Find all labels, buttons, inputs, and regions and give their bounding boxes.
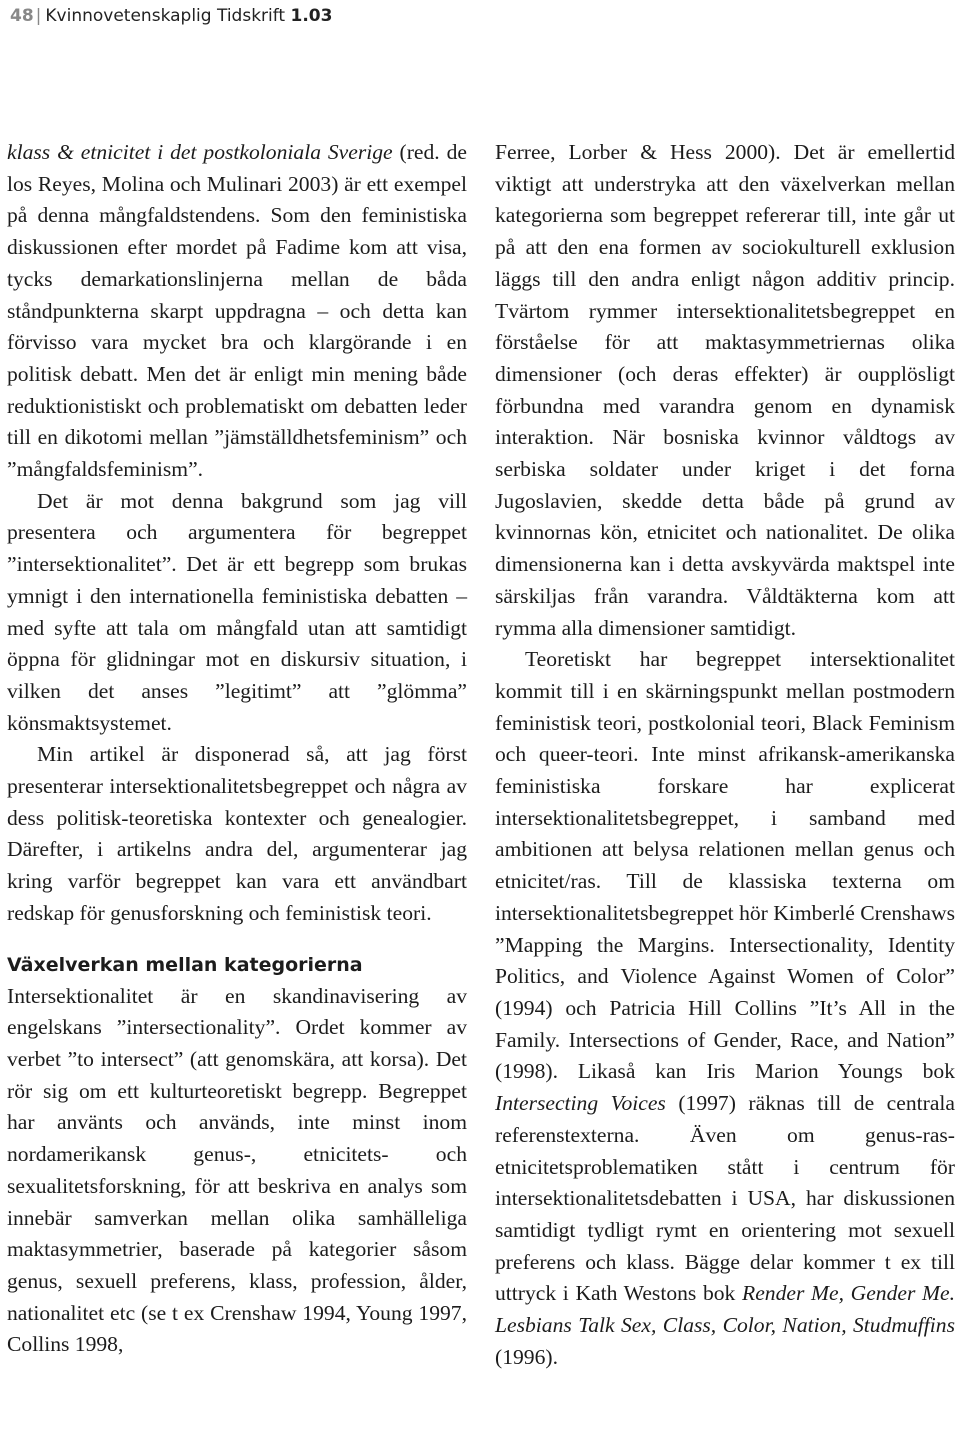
right-column (495, 137, 955, 1373)
paragraph-text: Teoretiskt har begreppet intersektionalitet kommit till i en skärningspunkt mellan postmodern feministisk teori, postkolonial teori, Black Feminism och queer-teori. Inte minst afrikansk-amerikanska feministiska forskare har explicerat intersektionalitetsbegreppet, i samband med ambitionen att belysa relationen mellan genus och etnicitet/ras. Till de klassiska texterna om intersektionalitetsbegreppet hör Kimberlé Crenshaws ”Mapping the Margins. Intersectionality, Identity Politics, and Violence Against Women of Color” (1994) och Patricia Hill Collins ”It’s All in the Family. Intersections of Gender, Race, and Nation” (1998). Likaså kan Iris Marion Youngs bok (495, 647, 955, 1084)
paragraph: Min artikel är disponerad så, att jag först presenterar intersektionalitetsbegreppet och några av dess politisk-teoretiska kontexter och genealogier. Därefter, i artikelns andra del, argumenterar jag kring varför begreppet kan vara ett användbart redskap för genusforskning och feministisk teori. (7, 742, 467, 925)
running-head (10, 6, 332, 26)
book-title: Render Me, Gender Me. Lesbians Talk Sex, Class, Color, Nation, Studmuffins (495, 1281, 955, 1338)
paragraph-text: (1997) räknas till de centrala referenstexterna. Även om genus-ras-etnicitetsproblematiken stått i centrum för intersektionalitetsdebatten i USA, har diskussionen samtidigt tydligt rymt en orientering mot sexuell preferens och klass. Bägge delar kommer t ex till uttryck i Kath Westons bok (495, 1091, 956, 1306)
paragraph-text: (red. de los Reyes, Molina och Mulinari 2003) är ett exempel på denna mångfaldstendens. Som den feministiska diskussionen efter mordet på Fadime kom att visa, tycks demarkationslinjerna mellan de båda ståndpunkterna skarpt uppdragna – och detta kan förvisso vara mycket bra och klargörande i en politisk debatt. Men det är enligt min mening både reduktionistiskt och problematiskt om debatten leder till en dikotomi mellan ”jämställdhetsfeminism” och ”mångfaldsfeminism”. (7, 140, 467, 482)
paragraph: Ferree, Lorber & Hess 2000). Det är emellertid viktigt att understryka att den växelverkan mellan kategorierna som begreppet refererar till, inte går ut på att den ena formen av sociokulturell exklusion läggs till den andra enligt någon additiv princip. Tvärtom rymmer intersektionalitetsbegreppet en förståelse för att maktasymmetriernas olika dimensioner (och deras effekter) är oupplösligt förbundna med varandra genom en dynamisk interaktion. När bosniska kvinnor våldtogs av serbiska soldater under kriget i det forna Jugoslavien, skedde detta både på grund av kvinnornas kön, etnicitet och nationalitet. De olika dimensionerna kan i detta avskyvärda maktspel inte särskiljas från varandra. Våldtäkterna kom att rymma alla dimensioner samtidigt. (495, 140, 955, 640)
left-column (7, 137, 467, 1361)
paragraph: Det är mot denna bakgrund som jag vill presentera och argumentera för begreppet ”intersektionalitet”. Det är ett begrepp som brukas ymnigt i den internationella feministiska debatten – med syfte att tala om mångfald utan att samtidigt öppna för glidningar mot en diskursiv situation, i vilken det anses ”legitimt” att ”glömma” könsmaktsystemet. (7, 488, 467, 735)
section-heading: Växelverkan mellan kategorierna (7, 953, 363, 976)
paragraph-text: (1996). (495, 1344, 558, 1369)
paragraph (495, 644, 955, 1373)
paragraph (7, 137, 467, 486)
issue-number: 1.03 (290, 6, 333, 26)
page-number: 48 (10, 6, 34, 26)
book-title: Intersecting Voices (495, 1091, 666, 1116)
book-title: klass & etnicitet i det postkoloniala Sverige (7, 140, 393, 164)
paragraph: Intersektionalitet är en skandinavisering av engelskans ”intersectionality”. Ordet kommer av verbet ”to intersect” (att genomskära, att korsa). Det rör sig om ett kulturteoretiskt begrepp. Begreppet har använts och används, inte minst inom nordamerikansk genus-, etnicitets- och sexualitetsforskning, för att beskriva en analys som innebär samverkan mellan olika samhälleliga maktasymmetrier, baserade på kategorier såsom genus, sexuell preferens, klass, profession, ålder, nationalitet etc (se t ex Crenshaw 1994, Young 1997, Collins 1998, (7, 983, 467, 1357)
header-separator: | (35, 6, 42, 26)
journal-title: Kvinnovetenskaplig Tidskrift (45, 6, 286, 26)
